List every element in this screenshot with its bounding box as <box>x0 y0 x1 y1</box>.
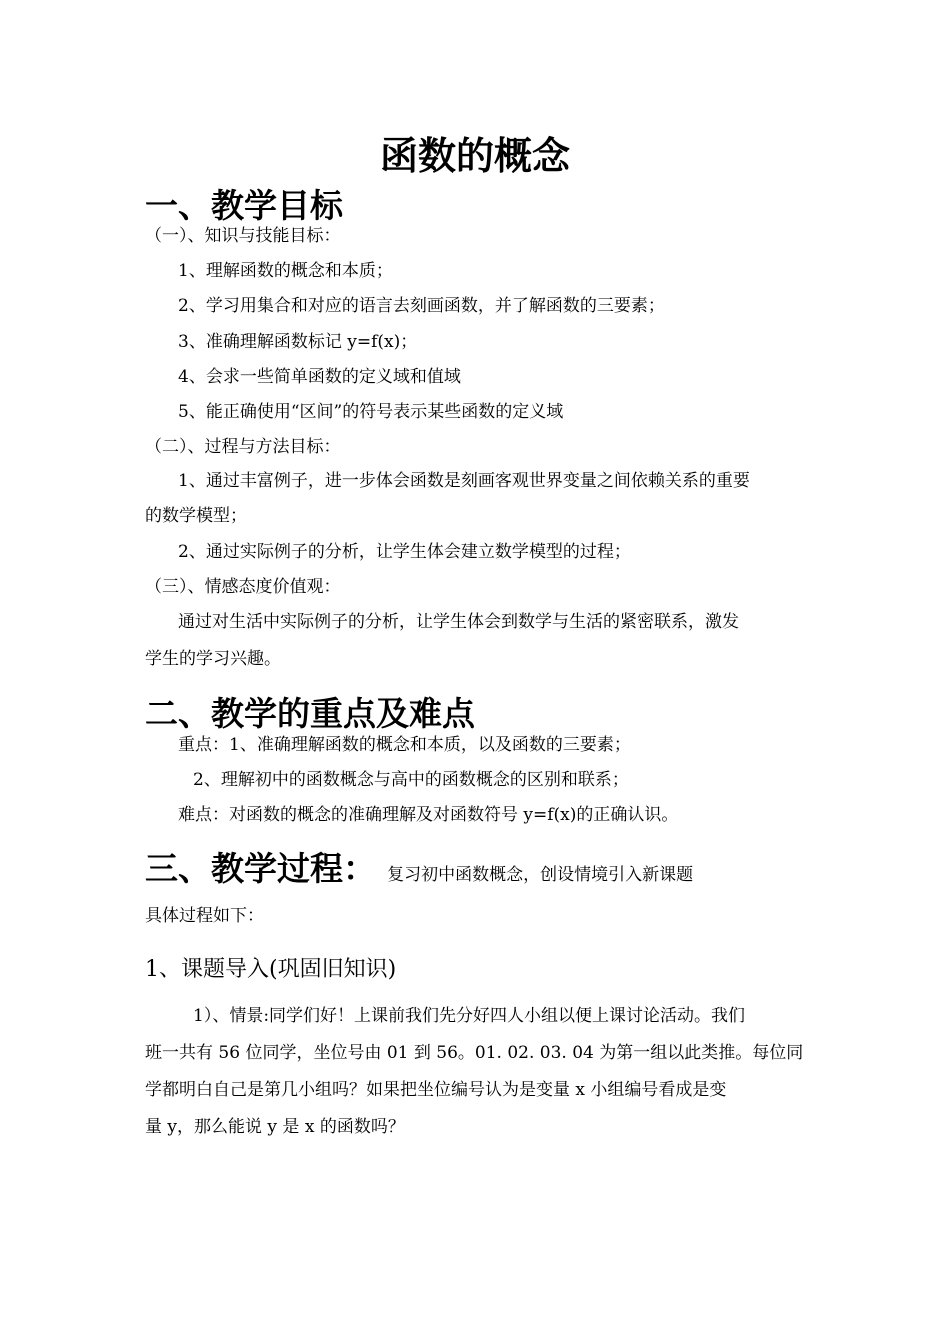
difficulty-line: 难点：对函数的概念的准确理解及对函数符号 y=f(x)的正确认识。 <box>178 805 679 825</box>
section-heading-note: 复习初中函数概念，创设情境引入新课题 <box>387 865 694 885</box>
subheading-attitude: （三）、情感态度价值观： <box>145 577 341 597</box>
process-item-continued: 的数学模型； <box>145 506 247 526</box>
section-heading-objectives: 一、教学目标 <box>145 186 343 225</box>
objective-item: 5、能正确使用“区间”的符号表示某些函数的定义域 <box>178 402 564 422</box>
paragraph-line: 学都明白自己是第几小组吗？如果把坐位编号认为是变量 x 小组编号看成是变 <box>145 1080 727 1100</box>
objective-item: 4、会求一些简单函数的定义域和值域 <box>178 367 461 387</box>
subheading-process: （二）、过程与方法目标： <box>145 437 341 457</box>
process-intro: 具体过程如下： <box>145 906 264 926</box>
paragraph-line: 班一共有 56 位同学，坐位号由 01 到 56。01. 02. 03. 04 为第一组以此类推。每位同 <box>145 1043 804 1063</box>
objective-item: 2、学习用集合和对应的语言去刻画函数，并了解函数的三要素； <box>178 296 665 316</box>
process-item: 2、通过实际例子的分析，让学生体会建立数学模型的过程； <box>178 542 631 562</box>
objective-item: 3、准确理解函数标记 y=f(x)； <box>178 332 418 352</box>
objective-item: 1、理解函数的概念和本质； <box>178 261 393 281</box>
paragraph-line: 量 y，那么能说 y 是 x 的函数吗？ <box>145 1117 405 1137</box>
section-heading-process: 三、教学过程： <box>145 849 376 888</box>
keypoint-line: 重点：1、准确理解函数的概念和本质，以及函数的三要素； <box>178 735 631 755</box>
paragraph-line: 1）、情景:同学们好！上课前我们先分好四人小组以便上课讨论活动。我们 <box>193 1006 746 1026</box>
section-heading-process-wrap <box>145 843 693 890</box>
process-item: 1、通过丰富例子，进一步体会函数是刻画客观世界变量之间依赖关系的重要 <box>178 471 750 491</box>
attitude-text: 通过对生活中实际例子的分析，让学生体会到数学与生活的紧密联系，激发 <box>178 612 739 632</box>
document-title: 函数的概念 <box>379 133 570 178</box>
section-heading-keypoints: 二、教学的重点及难点 <box>145 694 475 733</box>
attitude-text-continued: 学生的学习兴趣。 <box>145 649 281 669</box>
subheading-knowledge: （一）、知识与技能目标： <box>145 226 341 246</box>
subheading-lesson-intro: 1、课题导入(巩固旧知识) <box>145 957 397 982</box>
keypoint-line: 2、理解初中的函数概念与高中的函数概念的区别和联系； <box>193 770 629 790</box>
